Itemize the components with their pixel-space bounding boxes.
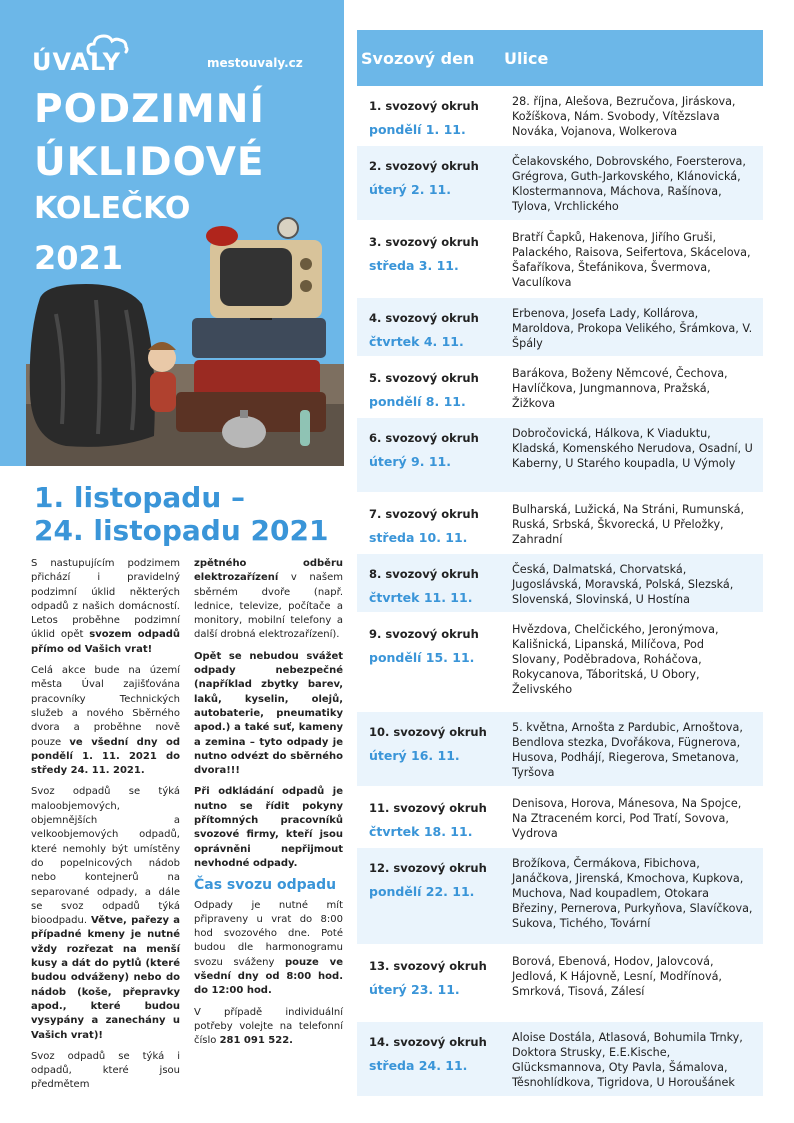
- route-name: 1. svozový okruh: [369, 99, 479, 113]
- paragraph-bold: Při odkládání odpadů je nutno se řídit pokyny přítomných pracovníků svozové firmy, kteří jsou oprávněni nepřijmout nevhodné odpady.: [194, 786, 343, 869]
- date-line-2: 24. listopadu 2021: [34, 513, 329, 547]
- streets-cell: Borová, Ebenová, Hodov, Jalovcová, Jedlová, K Hájovně, Lesní, Modřínová, Smrková, Tisová, Zálesí: [512, 955, 722, 999]
- title-line-4: 2021: [34, 239, 124, 277]
- route-name: 5. svozový okruh: [369, 371, 479, 385]
- route-day: pondělí 1. 11.: [369, 121, 466, 137]
- schedule-cell: [357, 614, 500, 710]
- route-name: 11. svozový okruh: [369, 801, 487, 815]
- schedule-cell: [357, 418, 500, 492]
- route-day: pondělí 8. 11.: [369, 393, 466, 409]
- schedule-cell: [357, 1022, 500, 1096]
- paragraph: [194, 899, 343, 999]
- route-name: 13. svozový okruh: [369, 959, 487, 973]
- website-link[interactable]: mestouvaly.cz: [207, 56, 303, 70]
- date-line-1: 1. listopadu –: [34, 481, 246, 514]
- route-name: 2. svozový okruh: [369, 159, 479, 173]
- cloud-icon: [86, 32, 130, 58]
- streets-cell: Brožíkova, Čermákova, Fibichova, Janáčkova, Jirenská, Kmochova, Kupkova, Muchova, Nad koupadlem, Otokara Březiny, Pernerova, Purkyňova, Slavíčkova, Sukova, Tichého, Tovární: [512, 857, 753, 931]
- route-day: úterý 16. 11.: [369, 747, 460, 763]
- route-name: 10. svozový okruh: [369, 725, 487, 739]
- title-line-3: KOLEČKO: [34, 191, 191, 226]
- paragraph: [194, 785, 343, 871]
- route-day: úterý 23. 11.: [369, 981, 460, 997]
- paragraph: [194, 1006, 343, 1049]
- table-body: [357, 86, 763, 1098]
- schedule-cell: [357, 946, 500, 1020]
- paragraph-text: Celá akce bude na území města Úval zajišťována pracovníky Technických služeb a nového Sběrného dvora a proběhne nově pouze: [31, 665, 180, 748]
- table-row: [357, 86, 763, 146]
- paragraph-text: Svoz odpadů se týká maloobjemových, objemnějších a velkoobjemových odpadů, které nemohly být umístěny do popelnicových nádob nebo kontejnerů na separované odpady, a dále se svoz odpadů týká bioodpadu.: [31, 786, 180, 927]
- streets-cell: Barákova, Boženy Němcové, Čechova, Havlíčkova, Jungmannova, Pražská, Žižkova: [512, 367, 728, 411]
- phone-number: 281 091 522.: [219, 1035, 293, 1047]
- route-day: pondělí 15. 11.: [369, 649, 475, 665]
- route-day: úterý 2. 11.: [369, 181, 451, 197]
- table-row: [357, 418, 763, 494]
- route-name: 8. svozový okruh: [369, 567, 479, 581]
- paragraph: [31, 557, 180, 657]
- paragraph-text: S nastupujícím podzimem přichází i pravidelný podzimní úklid některých odpadů z našich domácností. Letos proběhne podzimní úklid opět: [31, 558, 180, 641]
- date-range-heading: [34, 483, 328, 547]
- route-name: 12. svozový okruh: [369, 861, 487, 875]
- paragraph-text: Svoz odpadů se týká i odpadů, které jsou předmětem: [31, 1050, 180, 1091]
- streets-cell: Erbenova, Josefa Lady, Kollárova, Maroldova, Prokopa Velikého, Šrámkova, V. Špály: [512, 307, 753, 351]
- paragraph-text: Odpady je nutné mít připraveny u vrat do 8:00 hod svozového dne. Poté budou dle harmonogramu svozu sváženy: [194, 899, 343, 968]
- table-row: [357, 358, 763, 418]
- paragraph-text: v našem sběrném dvoře (např. lednice, televize, počítače a monitory, mobilní telefony a další drobná elektrozařízení).: [194, 572, 343, 641]
- paragraph-text: V případě individuální potřeby volejte na telefonní číslo: [194, 1006, 343, 1047]
- title-line-2: ÚKLIDOVÉ: [34, 140, 265, 185]
- paragraph-bold: svozem odpadů přímo od Vašich vrat!: [31, 629, 180, 655]
- schedule-cell: [357, 298, 500, 356]
- streets-cell: Denisova, Horova, Mánesova, Na Spojce, Na Ztraceném korci, Pod Tratí, Sovova, Vydrova: [512, 797, 742, 841]
- route-day: čtvrtek 11. 11.: [369, 589, 473, 605]
- table-row: [357, 494, 763, 554]
- info-column-left: [31, 557, 180, 1100]
- table-header: [357, 30, 763, 86]
- route-day: středa 3. 11.: [369, 257, 459, 273]
- schedule-cell: [357, 554, 500, 612]
- streets-cell: Aloise Dostála, Atlasová, Bohumila Trnky, Doktora Strusky, E.E.Kische, Glücksmannova, Oty Pavla, Šámalova, Těsnohlídkova, Tigridova, U Horoušánek: [512, 1031, 743, 1090]
- schedule-cell: [357, 222, 500, 296]
- streets-cell: Bratří Čapků, Hakenova, Jiřího Gruši, Palackého, Raisova, Seifertova, Skácelova, Šafaříkova, Štefánikova, Švermova, Vaculíkova: [512, 231, 751, 290]
- paragraph: [31, 1050, 180, 1093]
- paragraph: [194, 650, 343, 779]
- info-column-right: [194, 557, 343, 1056]
- paragraph-bold: Opět se nebudou svážet odpady nebezpečné (například zbytky barev, laků, kyselin, olejů, autobaterie, pneumatiky apod.) a také suť, kameny a zemina – tyto odpady je nutno odvézt do sběrného dvora!!!: [194, 650, 343, 777]
- table-row: [357, 614, 763, 712]
- paragraph: [31, 785, 180, 1042]
- route-day: pondělí 22. 11.: [369, 883, 475, 899]
- table-row: [357, 146, 763, 222]
- streets-cell: Bulharská, Lužická, Na Stráni, Rumunská, Ruská, Srbská, Škvorecká, U Přeložky, Zahradní: [512, 503, 745, 547]
- column-header-streets: Ulice: [504, 48, 549, 68]
- table-row: [357, 848, 763, 946]
- route-name: 9. svozový okruh: [369, 627, 479, 641]
- title-line-1: PODZIMNÍ: [34, 87, 265, 132]
- route-name: 3. svozový okruh: [369, 235, 479, 249]
- hero-banner: [0, 0, 344, 466]
- streets-cell: Hvězdova, Chelčického, Jeronýmova, Kališnická, Lipanská, Milíčova, Pod Slovany, Poděbradova, Roháčova, Rokycanova, Táboritská, U Obory, Želivského: [512, 623, 719, 697]
- route-name: 4. svozový okruh: [369, 311, 479, 325]
- paragraph-bold: ve všední dny od pondělí 1. 11. 2021 do středy 24. 11. 2021.: [31, 736, 180, 777]
- route-name: 14. svozový okruh: [369, 1035, 487, 1049]
- schedule-cell: [357, 848, 500, 944]
- schedule-cell: [357, 494, 500, 552]
- table-row: [357, 788, 763, 848]
- route-day: čtvrtek 4. 11.: [369, 333, 464, 349]
- streets-cell: Česká, Dalmatská, Chorvatská, Jugoslávská, Moravská, Polská, Slezská, Slovenská, Slovinská, U Hostína: [512, 563, 734, 607]
- route-day: středa 24. 11.: [369, 1057, 468, 1073]
- schedule-cell: [357, 358, 500, 416]
- table-row: [357, 554, 763, 614]
- schedule-cell: [357, 146, 500, 220]
- route-day: středa 10. 11.: [369, 529, 468, 545]
- junk-illustration: [26, 214, 344, 466]
- schedule-cell: [357, 86, 500, 144]
- logo: ÚVALY: [32, 48, 121, 76]
- route-name: 7. svozový okruh: [369, 507, 479, 521]
- route-day: úterý 9. 11.: [369, 453, 451, 469]
- table-row: [357, 222, 763, 298]
- route-name: 6. svozový okruh: [369, 431, 479, 445]
- paragraph-bold: pouze ve všední dny od 8:00 hod. do 12:00 hod.: [194, 956, 343, 997]
- paragraph-bold: zpětného odběru elektrozařízení: [194, 558, 343, 584]
- table-row: [357, 946, 763, 1022]
- schedule-cell: [357, 788, 500, 846]
- paragraph-bold: Větve, pařezy a případné kmeny je nutné vždy rozřezat na menší kusy a dát do pytlů (které budou odváženy) nebo do nádob (koše, přepravky apod., které budou vysypány a zanechány u Vašich vrat)!: [31, 915, 180, 1041]
- streets-cell: Čelakovského, Dobrovského, Foersterova, Grégrova, Guth-Jarkovského, Klánovická, Klostermannova, Máchova, Rašínova, Tylova, Vrchlického: [512, 155, 746, 214]
- streets-cell: Dobročovická, Hálkova, K Viaduktu, Kladská, Komenského Nerudova, Osadní, U Kaberny, U Starého koupadla, U Výmoly: [512, 427, 753, 471]
- schedule-table: [357, 30, 763, 1098]
- streets-cell: 28. října, Alešova, Bezručova, Jiráskova, Kožíškova, Nám. Svobody, Vítězslava Nováka, Vojanova, Wolkerova: [512, 95, 736, 139]
- table-row: [357, 298, 763, 358]
- column-header-day: Svozový den: [361, 48, 475, 68]
- streets-cell: 5. května, Arnošta z Pardubic, Arnoštova, Bendlova stezka, Dvořákova, Fügnerova, Husova, Podhájí, Riegerova, Smetanova, Tyršova: [512, 721, 743, 780]
- paragraph: [31, 664, 180, 778]
- route-day: čtvrtek 18. 11.: [369, 823, 473, 839]
- table-row: [357, 1022, 763, 1098]
- section-heading: Čas svozu odpadu: [194, 877, 337, 894]
- paragraph: [194, 557, 343, 643]
- schedule-cell: [357, 712, 500, 786]
- table-row: [357, 712, 763, 788]
